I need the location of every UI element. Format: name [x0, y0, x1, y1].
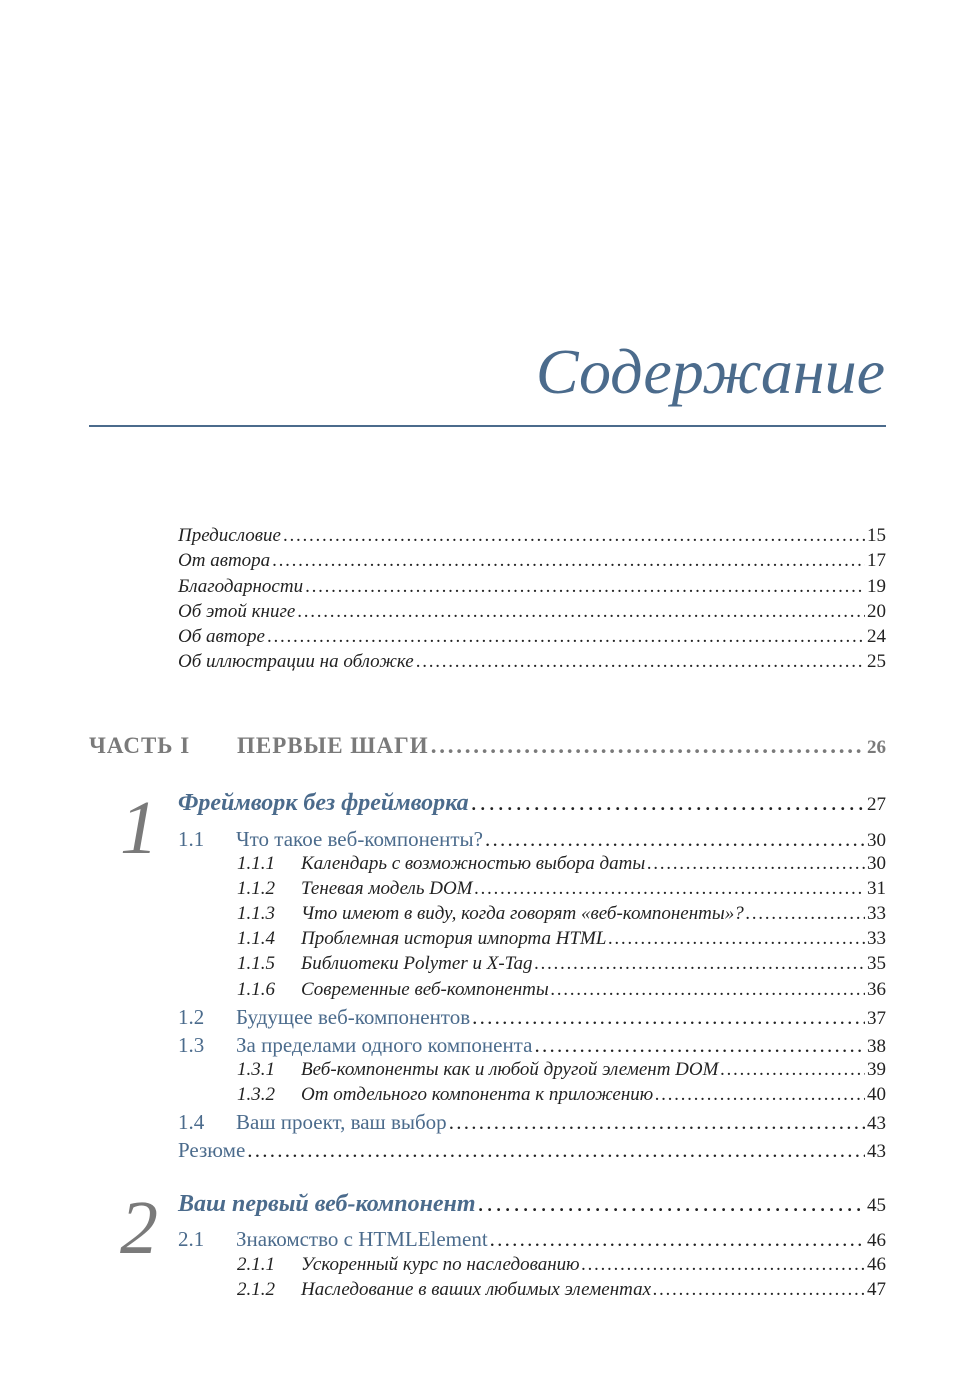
leader-dots — [475, 878, 865, 900]
leader-dots — [647, 853, 865, 875]
toc-page: 30 — [867, 830, 886, 851]
part-title: ПЕРВЫЕ ШАГИ — [237, 733, 429, 758]
toc-subsection-2-1-1[interactable] — [237, 1254, 886, 1276]
toc-label: От отдельного компонента к приложению — [301, 1084, 654, 1105]
toc-page: 38 — [867, 1036, 886, 1057]
toc-label: Об авторе — [178, 626, 265, 647]
toc-subsection-1-1-3[interactable] — [237, 903, 886, 925]
toc-subsection-1-3-2[interactable] — [237, 1084, 886, 1106]
toc-entry-acknowledgements[interactable] — [178, 576, 886, 598]
toc-label: Проблемная история импорта HTML — [301, 928, 607, 949]
leader-dots — [490, 1227, 865, 1252]
leader-dots — [655, 1084, 865, 1106]
toc-subsection-1-1-6[interactable] — [237, 979, 886, 1001]
toc-label: Об этой книге — [178, 601, 296, 622]
toc-label: Что имеют в виду, когда говорят «веб-компоненты»? — [301, 903, 744, 924]
leader-dots — [746, 903, 865, 925]
leader-dots — [431, 733, 865, 759]
chapter-number-2: 2 — [120, 1186, 158, 1270]
leader-dots — [267, 626, 865, 648]
toc-label: Что такое веб-компоненты? — [236, 827, 483, 851]
section-number: 2.1 — [178, 1227, 205, 1251]
toc-entry-preface[interactable] — [178, 525, 886, 547]
section-number: 1.3.1 — [237, 1059, 275, 1080]
toc-entry-about-author[interactable] — [178, 626, 886, 648]
section-number: 1.3 — [178, 1033, 205, 1057]
section-number: 1.1.1 — [237, 853, 275, 874]
leader-dots — [305, 576, 865, 598]
leader-dots — [472, 1005, 865, 1030]
leader-dots — [720, 1059, 865, 1081]
toc-label: Веб-компоненты как и любой другой элемент DOM — [301, 1059, 719, 1080]
leader-dots — [247, 1138, 865, 1163]
toc-label: Наследование в ваших любимых элементах — [301, 1279, 652, 1300]
toc-chapter-1[interactable] — [178, 790, 886, 817]
section-number: 1.4 — [178, 1110, 205, 1134]
toc-page: 35 — [867, 953, 886, 974]
toc-section-1-4[interactable] — [178, 1110, 886, 1135]
toc-page: 37 — [867, 1008, 886, 1029]
toc-label: Современные веб-компоненты — [301, 979, 549, 1000]
toc-label: Будущее веб-компонентов — [236, 1005, 471, 1029]
section-number: 2.1.1 — [237, 1254, 275, 1275]
section-number: 1.3.2 — [237, 1084, 275, 1105]
toc-label: От автора — [178, 550, 271, 571]
toc-subsection-1-3-1[interactable] — [237, 1059, 886, 1081]
part-number: ЧАСТЬ I — [89, 733, 191, 758]
section-number: 1.1.5 — [237, 953, 275, 974]
toc-page: 45 — [867, 1195, 886, 1216]
toc-chapter-2[interactable] — [178, 1191, 886, 1218]
toc-page: 33 — [867, 903, 886, 924]
section-number: 1.1.2 — [237, 878, 275, 899]
toc-page: 43 — [867, 1113, 886, 1134]
leader-dots — [535, 953, 866, 975]
toc-subsection-1-1-5[interactable] — [237, 953, 886, 975]
toc-label: Знакомство с HTMLElement — [236, 1227, 488, 1251]
toc-part-1[interactable] — [89, 733, 886, 759]
section-number: 1.1.3 — [237, 903, 275, 924]
leader-dots — [582, 1254, 865, 1276]
chapter-title: Фреймворк без фреймворка — [178, 790, 469, 816]
leader-dots — [478, 1191, 865, 1218]
toc-page: 39 — [867, 1059, 886, 1080]
toc-label: Теневая модель DOM — [301, 878, 473, 899]
toc-page: 27 — [867, 794, 886, 815]
toc-page: 17 — [867, 550, 886, 571]
toc-label: За пределами одного компонента — [236, 1033, 533, 1057]
toc-section-1-1[interactable] — [178, 827, 886, 852]
leader-dots — [471, 790, 865, 817]
toc-section-1-2[interactable] — [178, 1005, 886, 1030]
leader-dots — [653, 1279, 865, 1301]
leader-dots — [485, 827, 865, 852]
leader-dots — [283, 525, 865, 547]
toc-subsection-1-1-1[interactable] — [237, 853, 886, 875]
toc-page: 36 — [867, 979, 886, 1000]
toc-entry-cover-illustration[interactable] — [178, 651, 886, 673]
toc-section-1-3[interactable] — [178, 1033, 886, 1058]
toc-section-2-1[interactable] — [178, 1227, 886, 1252]
toc-page: 15 — [867, 525, 886, 546]
title-divider — [89, 425, 886, 427]
section-number: 1.1.6 — [237, 979, 275, 1000]
toc-label: Библиотеки Polymer и X-Tag — [301, 953, 533, 974]
leader-dots — [608, 928, 865, 950]
toc-label: Об иллюстрации на обложке — [178, 651, 414, 672]
leader-dots — [551, 979, 865, 1001]
toc-subsection-2-1-2[interactable] — [237, 1279, 886, 1301]
toc-label: Ускоренный курс по наследованию — [301, 1254, 580, 1275]
chapter-title: Ваш первый веб-компонент — [178, 1191, 476, 1217]
page-title: Содержание — [535, 336, 885, 407]
toc-page: 31 — [867, 878, 886, 899]
toc-label: Предисловие — [178, 525, 281, 546]
toc-page: 46 — [867, 1230, 886, 1251]
toc-page: 30 — [867, 853, 886, 874]
toc-entry-about-book[interactable] — [178, 601, 886, 623]
toc-page: 19 — [867, 576, 886, 597]
toc-summary-chapter-1[interactable] — [178, 1138, 886, 1163]
toc-page: 40 — [867, 1084, 886, 1105]
chapter-number-1: 1 — [120, 786, 158, 870]
leader-dots — [416, 651, 865, 673]
toc-page: 46 — [867, 1254, 886, 1275]
toc-label: Календарь с возможностью выбора даты — [301, 853, 646, 874]
leader-dots — [297, 601, 865, 623]
section-number: 1.1 — [178, 827, 205, 851]
toc-page: 24 — [867, 626, 886, 647]
leader-dots — [449, 1110, 865, 1135]
toc-label: Резюме — [178, 1138, 246, 1162]
toc-page: 33 — [867, 928, 886, 949]
section-number: 1.2 — [178, 1005, 205, 1029]
toc-page: 25 — [867, 651, 886, 672]
toc-entry-from-author[interactable] — [178, 550, 886, 572]
leader-dots — [534, 1033, 865, 1058]
toc-label: Ваш проект, ваш выбор — [236, 1110, 447, 1134]
toc-page: 43 — [867, 1141, 886, 1162]
toc-label: Благодарности — [178, 576, 304, 597]
section-number: 2.1.2 — [237, 1279, 275, 1300]
toc-page: 20 — [867, 601, 886, 622]
toc-subsection-1-1-2[interactable] — [237, 878, 886, 900]
toc-page: 47 — [867, 1279, 886, 1300]
toc-page: 26 — [867, 737, 886, 758]
section-number: 1.1.4 — [237, 928, 275, 949]
leader-dots — [272, 550, 865, 572]
toc-subsection-1-1-4[interactable] — [237, 928, 886, 950]
